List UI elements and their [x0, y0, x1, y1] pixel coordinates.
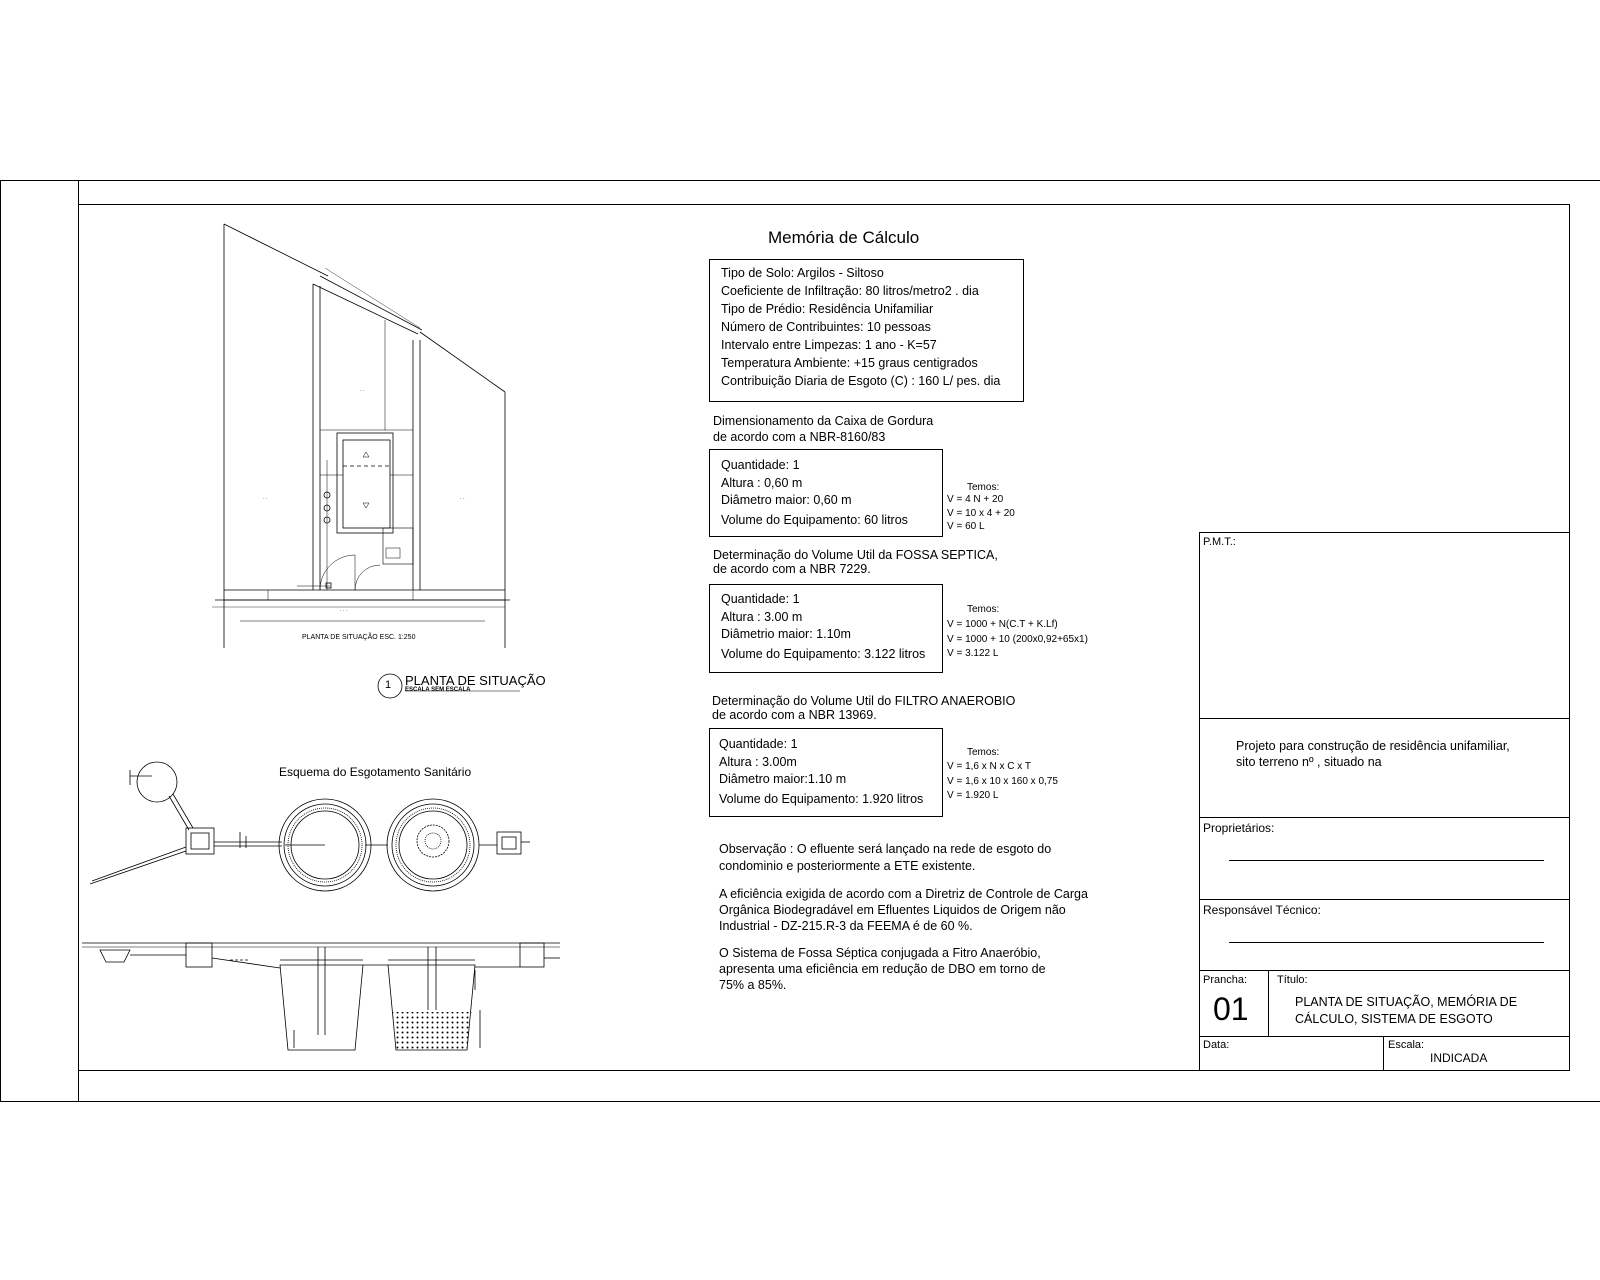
planta-subtitle: ESCALA SEM ESCALA — [405, 687, 471, 693]
eq-line: V = 1,6 x 10 x 160 x 0,75 — [947, 775, 1058, 787]
site-plan-caption: PLANTA DE SITUAÇÃO ESC. 1:250 — [302, 634, 416, 641]
titulo-label: Título: — [1277, 974, 1308, 986]
tb-vertical-prancha — [1268, 970, 1269, 1036]
sist-line: O Sistema de Fossa Séptica conjugada a Fitro Anaeróbio, — [719, 946, 1041, 960]
projeto-text — [1236, 738, 1510, 770]
eq-line: V = 3.122 L — [947, 648, 999, 659]
eq-line: V = 1000 + 10 (200x0,92+65x1) — [947, 633, 1088, 645]
svg-text:· ·: · · — [263, 496, 268, 502]
heading-line: de acordo com a NBR 13969. — [712, 708, 877, 722]
solo-line: Tipo de Solo: Argilos - Siltoso — [721, 266, 884, 280]
escala-value: INDICADA — [1430, 1051, 1488, 1065]
site-plan-drawing — [212, 224, 510, 648]
observacao-text — [719, 841, 1051, 875]
heading-line: de acordo com a NBR-8160/83 — [713, 430, 886, 444]
eq-line: V = 60 L — [947, 521, 985, 532]
item-line: Quantidade: 1 — [721, 592, 800, 606]
tb-divider-responsavel — [1199, 970, 1570, 971]
data-label: Data: — [1203, 1039, 1230, 1051]
item-line: Diâmetro maior: 0,60 m — [721, 493, 852, 507]
sist-line: 75% a 85%. — [719, 978, 787, 992]
eficiencia-text — [719, 886, 1088, 934]
sewage-scheme-plan-view — [90, 762, 530, 891]
solo-line: Contribuição Diaria de Esgoto (C) : 160 L/ pes. dia — [721, 374, 1001, 388]
svg-text:· ·: · · — [360, 388, 365, 394]
eq-line: V = 10 x 4 + 20 — [947, 507, 1015, 519]
gordura-heading — [713, 413, 933, 445]
memoria-title: Memória de Cálculo — [768, 228, 920, 247]
planta-title: PLANTA DE SITUAÇÃO — [405, 673, 546, 688]
solo-line: Número de Contribuintes: 10 pessoas — [721, 320, 931, 334]
efic-line: Orgânica Biodegradável em Efluentes Liquidos de Origem não — [719, 903, 1066, 917]
item-line: Volume do Equipamento: 1.920 litros — [719, 791, 924, 806]
filtro-temos — [947, 746, 1058, 804]
title-block — [1199, 532, 1570, 1071]
heading-line: Determinação do Volume Util da FOSSA SEPTICA, — [713, 548, 998, 562]
solo-line: Temperatura Ambiente: +15 graus centigrados — [721, 356, 978, 370]
filtro-items — [719, 736, 923, 808]
efic-line: Industrial - DZ-215.R-3 da FEEMA é de 60 %. — [719, 919, 973, 933]
titulo-line: CÁLCULO, SISTEMA DE ESGOTO — [1295, 1012, 1493, 1026]
heading-line: Dimensionamento da Caixa de Gordura — [713, 414, 934, 428]
eq-line: V = 1,6 x N x C x T — [947, 761, 1032, 772]
svg-text:· ·: · · — [460, 496, 465, 502]
sistema-text — [719, 945, 1046, 993]
eq-line: V = 4 N + 20 — [947, 494, 1004, 505]
filtro-heading — [712, 694, 1015, 722]
item-line: Altura : 3.00m — [719, 754, 797, 769]
fossa-heading — [713, 548, 998, 576]
eq-line: Temos: — [967, 604, 1000, 615]
item-line: Quantidade: 1 — [719, 737, 798, 751]
solo-line: Coeficiente de Infiltração: 80 litros/metro2 . dia — [721, 284, 979, 298]
gordura-items — [721, 457, 908, 529]
tb-vertical-escala — [1383, 1036, 1384, 1071]
item-line: Volume do Equipamento: 3.122 litros — [721, 646, 926, 661]
eq-line: V = 1000 + N(C.T + K.Lf) — [947, 619, 1058, 630]
item-line: Altura : 3.00 m — [721, 609, 803, 624]
responsavel-label: Responsável Técnico: — [1203, 903, 1321, 917]
proprietarios-signature-line — [1229, 860, 1544, 861]
eq-line: V = 1.920 L — [947, 790, 999, 801]
eq-line: Temos: — [967, 747, 1000, 758]
fossa-temos — [947, 601, 1088, 662]
item-line: Diâmetro maior:1.10 m — [719, 772, 847, 786]
solo-line: Intervalo entre Limpezas: 1 ano - K=57 — [721, 338, 937, 352]
esquema-title: Esquema do Esgotamento Sanitário — [279, 765, 472, 779]
pmt-label: P.M.T.: — [1203, 536, 1236, 548]
sewage-scheme-section-view — [82, 943, 560, 1050]
escala-label: Escala: — [1388, 1039, 1425, 1051]
projeto-line: sito terreno nº , situado na — [1236, 755, 1382, 769]
tb-divider-prancha — [1199, 1036, 1570, 1037]
obs-line: condominio e posteriormente a ETE existente. — [719, 859, 976, 873]
tb-divider-projeto — [1199, 817, 1570, 818]
svg-text:· · ·: · · · — [340, 608, 348, 614]
tb-divider-pmt — [1199, 718, 1570, 719]
sist-line: apresenta uma eficiência em redução de DBO em torno de — [719, 962, 1046, 976]
titulo-line: PLANTA DE SITUAÇÃO, MEMÓRIA DE — [1295, 995, 1518, 1009]
planta-number: 1 — [385, 679, 392, 691]
item-line: Volume do Equipamento: 60 litros — [721, 512, 908, 527]
responsavel-signature-line — [1229, 942, 1544, 943]
gordura-temos — [947, 482, 1015, 534]
prancha-label: Prancha: — [1203, 974, 1248, 986]
solo-line: Tipo de Prédio: Residência Unifamiliar — [721, 302, 934, 316]
fossa-items — [721, 591, 925, 663]
item-line: Quantidade: 1 — [721, 458, 800, 472]
eq-line: Temos: — [967, 482, 1000, 493]
proprietarios-label: Proprietários: — [1203, 821, 1275, 835]
heading-line: de acordo com a NBR 7229. — [713, 562, 871, 576]
projeto-line: Projeto para construção de residência unifamiliar, — [1236, 739, 1510, 753]
obs-line: Observação : O efluente será lançado na rede de esgoto do — [719, 842, 1052, 856]
prancha-value: 01 — [1213, 991, 1249, 1027]
item-line: Diâmetrio maior: 1.10m — [721, 627, 851, 641]
item-line: Altura : 0,60 m — [721, 475, 803, 490]
tb-divider-proprietarios — [1199, 899, 1570, 900]
solo-list — [721, 264, 1000, 390]
titulo-value — [1295, 994, 1517, 1028]
heading-line: Determinação do Volume Util do FILTRO ANAEROBIO — [712, 694, 1016, 708]
efic-line: A eficiência exigida de acordo com a Diretriz de Controle de Carga — [719, 887, 1088, 901]
